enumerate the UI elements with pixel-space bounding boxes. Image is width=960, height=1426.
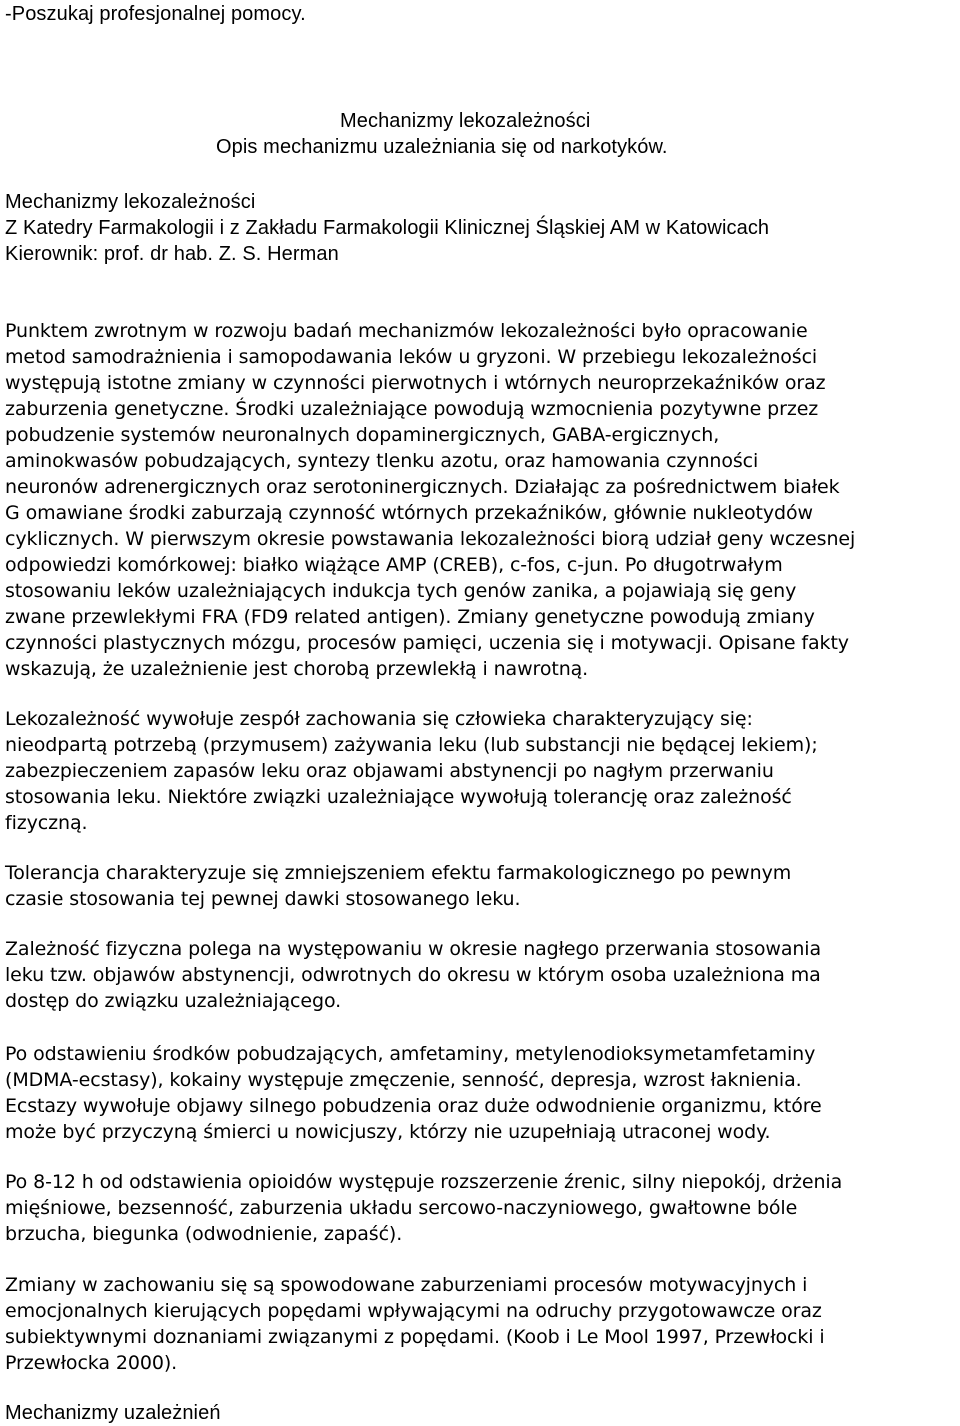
paragraph-line: może być przyczyną śmierci u nowicjuszy, którzy nie uzupełniają utraconej wody. [5,1121,771,1143]
paragraph-line: emocjonalnych kierujących popędami wpływającymi na odruchy przygotowawcze oraz [5,1300,822,1322]
paragraph-line: czasie stosowania tej pewnej dawki stosowanego leku. [5,888,521,910]
paragraph-line: Punktem zwrotnym w rozwoju badań mechanizmów lekozależności było opracowanie [5,320,808,342]
paragraph-line: Zmiany w zachowaniu się są spowodowane zaburzeniami procesów motywacyjnych i [5,1274,808,1296]
paragraph-line: G omawiane środki zaburzają czynność wtórnych przekaźników, głównie nukleotydów [5,502,813,524]
section-heading: Mechanizmy uzależnień [5,1402,221,1424]
paragraph-line: Zależność fizyczna polega na występowaniu w okresie nagłego przerwania stosowania [5,938,822,960]
header-head: Kierownik: prof. dr hab. Z. S. Herman [5,243,339,265]
paragraph-line: Tolerancja charakteryzuje się zmniejszeniem efektu farmakologicznego po pewnym [5,862,792,884]
paragraph-line: zwane przewlekłymi FRA (FD9 related antigen). Zmiany genetyczne powodują zmiany [5,606,815,628]
paragraph-line: stosowania leku. Niektóre związki uzależniające wywołują tolerancję oraz zależność [5,786,792,808]
paragraph-line: wskazują, że uzależnienie jest chorobą przewlekłą i nawrotną. [5,658,589,680]
paragraph-line: (MDMA-ecstasy), kokainy występuje zmęczenie, senność, depresja, wzrost łaknienia. [5,1069,802,1091]
header-title: Mechanizmy lekozależności [5,191,256,213]
paragraph-line: Lekozależność wywołuje zespół zachowania się człowieka charakteryzujący się: [5,708,753,730]
paragraph-line: mięśniowe, bezsenność, zaburzenia układu sercowo-naczyniowego, gwałtowne bóle [5,1197,798,1219]
paragraph-line: cyklicznych. W pierwszym okresie powstawania lekozależności biorą udział geny wczesnej [5,528,856,550]
paragraph-line: brzucha, biegunka (odwodnienie, zapaść). [5,1223,403,1245]
center-title: Mechanizmy lekozależności [340,110,591,132]
paragraph-line: Po odstawieniu środków pobudzających, amfetaminy, metylenodioksymetamfetaminy [5,1043,816,1065]
paragraph-line: pobudzenie systemów neuronalnych dopaminergicznych, GABA-ergicznych, [5,424,720,446]
paragraph-line: metod samodrażnienia i samopodawania leków u gryzoni. W przebiegu lekozależności [5,346,818,368]
paragraph-line: subiektywnymi doznaniami związanymi z popędami. (Koob i Le Mool 1997, Przewłocki i [5,1326,825,1348]
paragraph-line: zaburzenia genetyczne. Środki uzależniające powodują wzmocnienia pozytywne przez [5,398,819,420]
paragraph-line: zabezpieczeniem zapasów leku oraz objawami abstynencji po nagłym przerwaniu [5,760,774,782]
paragraph-line: Po 8-12 h od odstawienia opioidów występuje rozszerzenie źrenic, silny niepokój, drżenia [5,1171,843,1193]
paragraph-line: Ecstazy wywołuje objawy silnego pobudzenia oraz duże odwodnienie organizmu, które [5,1095,822,1117]
paragraph-line: stosowaniu leków uzależniających indukcja tych genów zanika, a pojawiają się geny [5,580,797,602]
paragraph-line: neuronów adrenergicznych oraz serotoninergicznych. Działając za pośrednictwem białek [5,476,840,498]
center-subtitle: Opis mechanizmu uzależniania się od narkotyków. [216,136,668,158]
paragraph-line: dostęp do związku uzależniającego. [5,990,342,1012]
paragraph-line: nieodpartą potrzebą (przymusem) zażywania leku (lub substancji nie będącej lekiem); [5,734,818,756]
paragraph-line: odpowiedzi komórkowej: białko wiążące AMP (CREB), c-fos, c-jun. Po długotrwałym [5,554,783,576]
paragraph-line: występują istotne zmiany w czynności pierwotnych i wtórnych neuroprzekaźników oraz [5,372,826,394]
paragraph-line: czynności plastycznych mózgu, procesów pamięci, uczenia się i motywacji. Opisane fakty [5,632,849,654]
header-department: Z Katedry Farmakologii i z Zakładu Farmakologii Klinicznej Śląskiej AM w Katowicach [5,217,770,239]
paragraph-line: aminokwasów pobudzających, syntezy tlenku azotu, oraz hamowania czynności [5,450,759,472]
paragraph-line: leku tzw. objawów abstynencji, odwrotnych do okresu w którym osoba uzależniona ma [5,964,821,986]
top-note: -Poszukaj profesjonalnej pomocy. [5,3,306,25]
paragraph-line: Przewłocka 2000). [5,1352,178,1374]
paragraph-line: fizyczną. [5,812,88,834]
